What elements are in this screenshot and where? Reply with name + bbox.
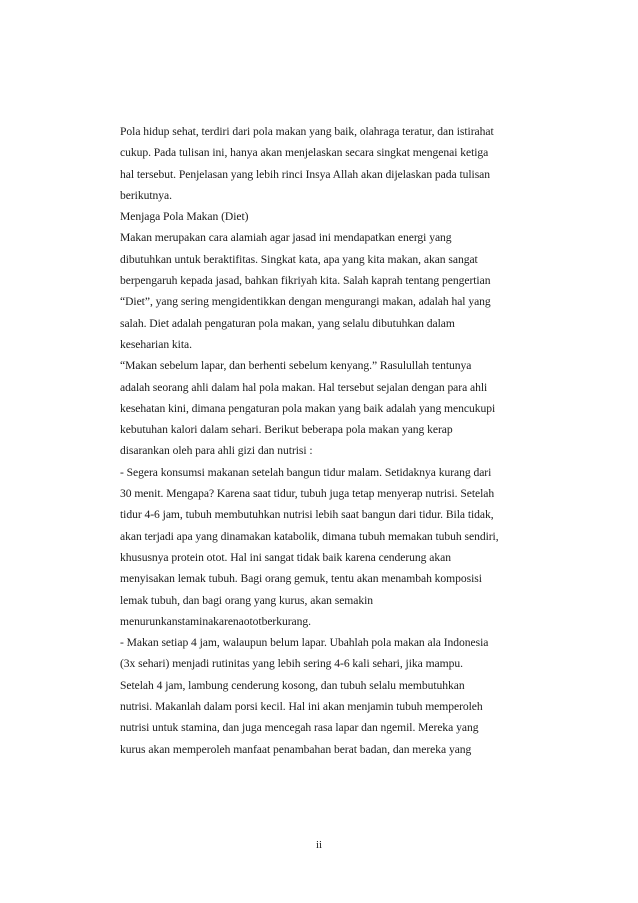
text-line: nutrisi. Makanlah dalam porsi kecil. Hal ini akan menjamin tubuh memperoleh: [120, 700, 483, 714]
text-line: Setelah 4 jam, lambung cenderung kosong, dan tubuh selalu membutuhkan: [120, 678, 465, 692]
text-line: khususnya protein otot. Hal ini sangat tidak baik karena cenderung akan: [120, 550, 451, 564]
text-line: cukup. Pada tulisan ini, hanya akan menjelaskan secara singkat mengenai ketiga: [120, 146, 489, 160]
text-line: nutrisi untuk stamina, dan juga mencegah rasa lapar dan ngemil. Mereka yang: [120, 721, 479, 735]
text-line: berpengaruh kepada jasad, bahkan fikriyah kita. Salah kaprah tentang pengertian: [120, 274, 491, 288]
text-line: dibutuhkan untuk beraktifitas. Singkat kata, apa yang kita makan, akan sangat: [120, 252, 478, 266]
text-line: - Makan setiap 4 jam, walaupun belum lapar. Ubahlah pola makan ala Indonesia: [120, 636, 489, 650]
text-line: kurus akan memperoleh manfaat penambahan berat badan, dan mereka yang: [120, 742, 472, 756]
page-number: ii: [315, 839, 323, 851]
text-line: 30 menit. Mengapa? Karena saat tidur, tubuh juga tetap menyerap nutrisi. Setelah: [120, 487, 495, 501]
text-line: tidur 4-6 jam, tubuh membutuhkan nutrisi lebih saat bangun dari tidur. Bila tidak,: [120, 508, 494, 522]
text-line: kebutuhan kalori dalam sehari. Berikut beberapa pola makan yang kerap: [120, 423, 453, 437]
text-line: “Makan sebelum lapar, dan berhenti sebelum kenyang.” Rasulullah tentunya: [120, 359, 472, 373]
body-text: [120, 121, 545, 760]
text-line: hal tersebut. Penjelasan yang lebih rinci Insya Allah akan dijelaskan pada tulisan: [120, 167, 491, 181]
text-line: lemak tubuh, dan bagi orang yang kurus, akan semakin: [120, 593, 374, 607]
text-line: kesehatan kini, dimana pengaturan pola makan yang baik adalah yang mencukupi: [120, 401, 496, 415]
text-line: menurunkanstaminakarenaototberkurang.: [120, 614, 311, 628]
text-line: akan terjadi apa yang dinamakan katabolik, dimana tubuh memakan tubuh sendiri,: [120, 529, 499, 543]
text-line: berikutnya.: [120, 188, 172, 202]
section-heading: Menjaga Pola Makan (Diet): [120, 210, 249, 224]
text-line: menyisakan lemak tubuh. Bagi orang gemuk, tentu akan menambah komposisi: [120, 572, 482, 586]
text-line: adalah seorang ahli dalam hal pola makan. Hal tersebut sejalan dengan para ahli: [120, 380, 488, 394]
text-line: Makan merupakan cara alamiah agar jasad ini mendapatkan energi yang: [120, 231, 452, 245]
text-line: disarankan oleh para ahli gizi dan nutrisi :: [120, 444, 313, 458]
text-line: keseharian kita.: [120, 337, 192, 351]
text-line: Pola hidup sehat, terdiri dari pola makan yang baik, olahraga teratur, dan istirahat: [120, 125, 494, 138]
text-line: “Diet”, yang sering mengidentikkan dengan mengurangi makan, adalah hal yang: [120, 295, 491, 309]
text-line: salah. Diet adalah pengaturan pola makan, yang selalu dibutuhkan dalam: [120, 316, 455, 330]
text-line: - Segera konsumsi makanan setelah bangun tidur malam. Setidaknya kurang dari: [120, 465, 492, 479]
text-line: (3x sehari) menjadi rutinitas yang lebih sering 4-6 kali sehari, jika mampu.: [120, 657, 463, 671]
